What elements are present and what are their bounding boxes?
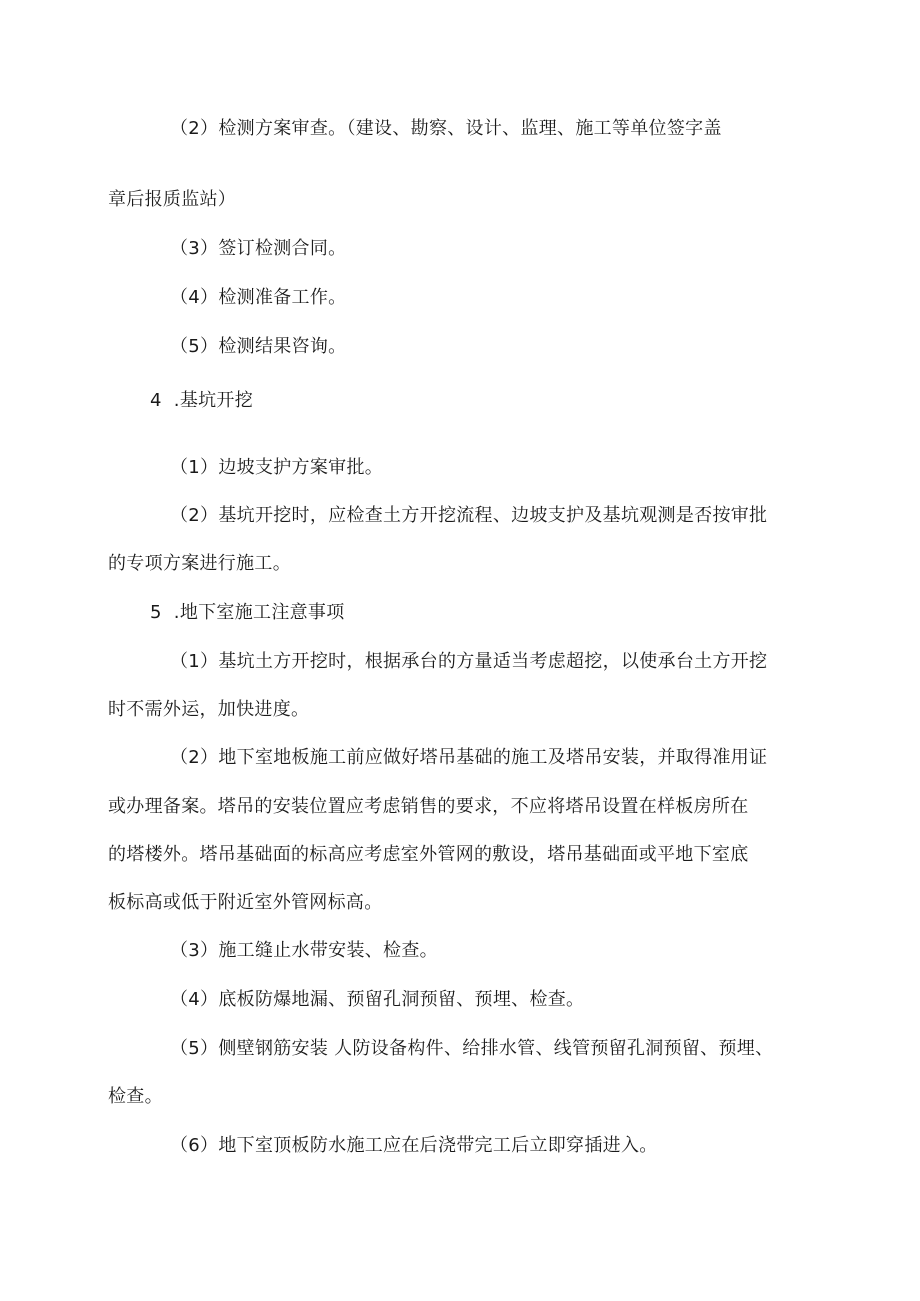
paragraph-line: （3）签订检测合同。 (170, 238, 347, 259)
section-heading: 5 .地下室施工注意事项 (150, 602, 345, 623)
paragraph-line: （4）检测准备工作。 (170, 287, 347, 308)
section-heading: 4 .基坑开挖 (150, 390, 254, 411)
paragraph-line: （2）检测方案审查。（建设、勘察、设计、监理、施工等单位签字盖 (170, 118, 722, 139)
paragraph-line: 的专项方案进行施工。 (108, 553, 291, 574)
paragraph-line: （3）施工缝止水带安装、检查。 (170, 940, 438, 961)
paragraph-line: 章后报质监站） (108, 189, 237, 210)
paragraph-line: （5）侧壁钢筋安装 人防设备构件、给排水管、线管预留孔洞预留、预埋、 (170, 1038, 774, 1059)
paragraph-line: 时不需外运，加快进度。 (108, 699, 310, 720)
paragraph-line: （1）基坑土方开挖时，根据承台的方量适当考虑超挖，以使承台土方开挖 (170, 651, 768, 672)
paragraph-line: （5）检测结果咨询。 (170, 336, 347, 357)
paragraph-line: （1）边坡支护方案审批。 (170, 457, 384, 478)
paragraph-line: （4）底板防爆地漏、预留孔洞预留、预埋、检查。 (170, 989, 585, 1010)
paragraph-line: 检查。 (108, 1086, 163, 1107)
paragraph-line: （6）地下室顶板防水施工应在后浇带完工后立即穿插进入。 (170, 1135, 658, 1156)
paragraph-line: 板标高或低于附近室外管网标高。 (108, 892, 383, 913)
paragraph-line: （2）基坑开挖时，应检查土方开挖流程、边坡支护及基坑观测是否按审批 (170, 505, 768, 526)
paragraph-line: 的塔楼外。塔吊基础面的标高应考虑室外管网的敷设，塔吊基础面或平地下室底 (108, 844, 749, 865)
paragraph-line: （2）地下室地板施工前应做好塔吊基础的施工及塔吊安装，并取得准用证 (170, 747, 768, 768)
paragraph-line: 或办理备案。塔吊的安装位置应考虑销售的要求，不应将塔吊设置在样板房所在 (108, 796, 749, 817)
